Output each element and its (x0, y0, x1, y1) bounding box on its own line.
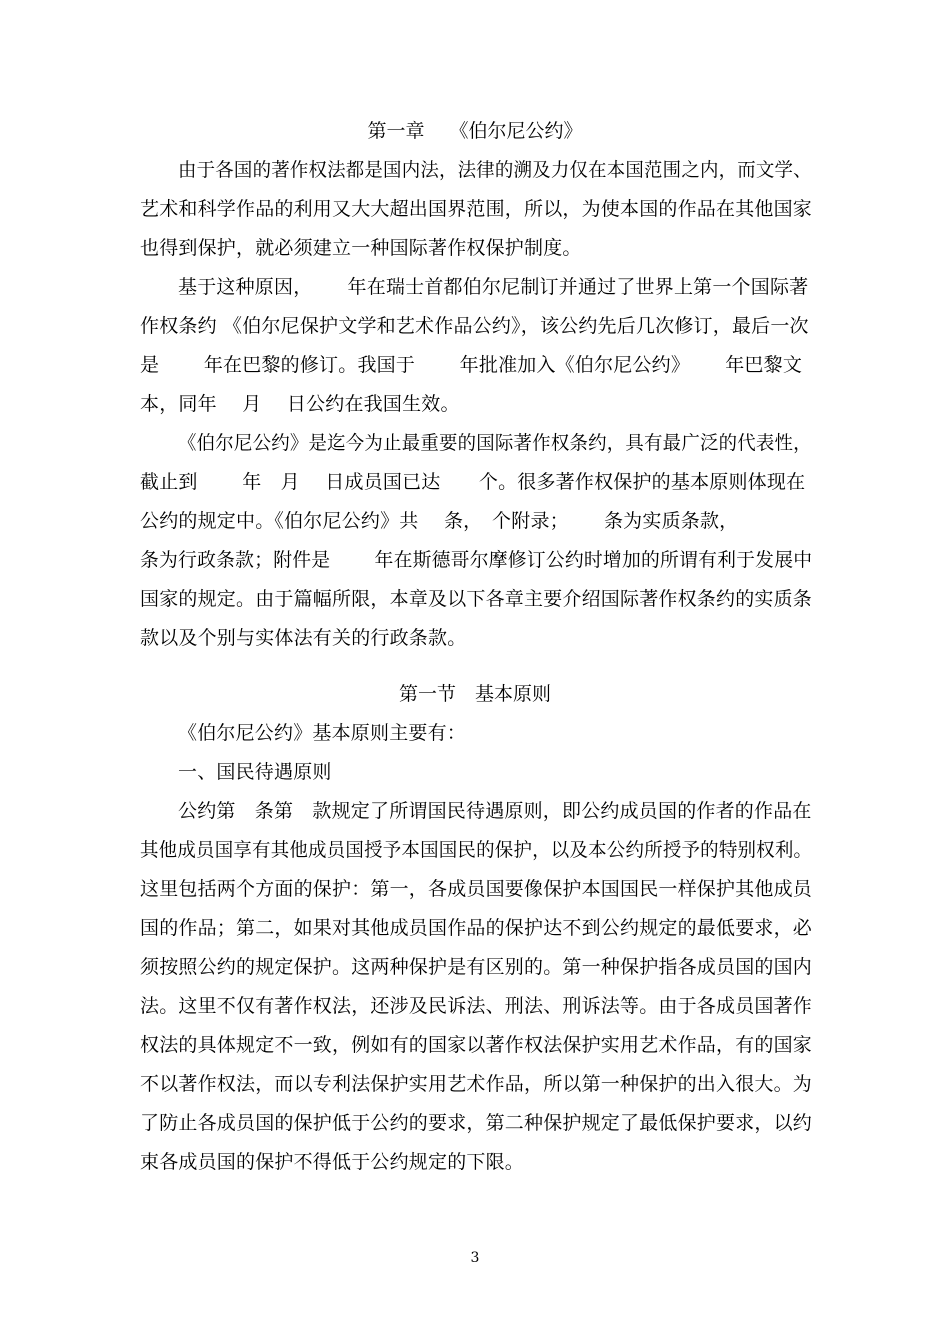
paragraph-line: 了防止各成员国的保护低于公约的要求，第二种保护规定了最低保护要求，以约 (140, 1112, 813, 1134)
paragraph-line: 不以著作权法，而以专利法保护实用艺术作品，所以第一种保护的出入很大。为 (140, 1073, 813, 1095)
paragraph-line: 款以及个别与实体法有关的行政条款。 (140, 627, 467, 649)
chapter-title: 第一章 《伯尔尼公约》 (367, 120, 583, 142)
list-item-heading: 一、国民待遇原则 (178, 761, 332, 783)
paragraph-line: 国的作品；第二，如果对其他成员国作品的保护达不到公约规定的最低要求，必 (140, 917, 813, 939)
section-lead: 《伯尔尼公约》基本原则主要有： (178, 722, 467, 744)
paragraph-line: 须按照公约的规定保护。这两种保护是有区别的。第一种保护指各成员国的国内 (140, 956, 813, 978)
paragraph-line: 是 年在巴黎的修订。我国于 年批准加入《伯尔尼公约》 年巴黎文 (140, 354, 803, 376)
paragraph-line: 条为行政条款；附件是 年在斯德哥尔摩修订公约时增加的所谓有利于发展中 (140, 549, 813, 571)
paragraph-line: 也得到保护，就必须建立一种国际著作权保护制度。 (140, 237, 582, 259)
paragraph-line: 由于各国的著作权法都是国内法，法律的溯及力仅在本国范围之内，而文学、 (178, 159, 812, 181)
page-number: 3 (470, 1250, 480, 1266)
paragraph-line: 法。这里不仅有著作权法，还涉及民诉法、刑法、刑诉法等。由于各成员国著作 (140, 995, 813, 1017)
paragraph-line: 基于这种原因， 年在瑞士首都伯尔尼制订并通过了世界上第一个国际著 (178, 276, 809, 298)
paragraph-line: 本，同年 月 日公约在我国生效。 (140, 393, 460, 415)
section-title: 第一节 基本原则 (398, 683, 551, 705)
paragraph-line: 艺术和科学作品的利用又大大超出国界范围，所以，为使本国的作品在其他国家 (140, 198, 813, 220)
paragraph-line: 这里包括两个方面的保护：第一，各成员国要像保护本国国民一样保护其他成员 (140, 878, 813, 900)
paragraph-line: 公约的规定中。《伯尔尼公约》共 条， 个附录； 条为实质条款， (140, 510, 739, 532)
paragraph-line: 公约第 条第 款规定了所谓国民待遇原则，即公约成员国的作者的作品在 (178, 800, 812, 822)
paragraph-line: 权法的具体规定不一致，例如有的国家以著作权法保护实用艺术作品，有的国家 (140, 1034, 813, 1056)
paragraph-line: 作权条约 《伯尔尼保护文学和艺术作品公约》，该公约先后几次修订，最后一次 (140, 315, 809, 337)
paragraph-line: 《伯尔尼公约》是迄今为止最重要的国际著作权条约，具有最广泛的代表性， (178, 432, 812, 454)
paragraph-line: 束各成员国的保护不得低于公约规定的下限。 (140, 1151, 525, 1173)
paragraph-line: 截止到 年 月 日成员国已达 个。很多著作权保护的基本原则体现在 (140, 471, 806, 493)
paragraph-line: 其他成员国享有其他成员国授予本国国民的保护，以及本公约所授予的特别权利。 (140, 839, 813, 861)
paragraph-line: 国家的规定。由于篇幅所限，本章及以下各章主要介绍国际著作权条约的实质条 (140, 588, 813, 610)
